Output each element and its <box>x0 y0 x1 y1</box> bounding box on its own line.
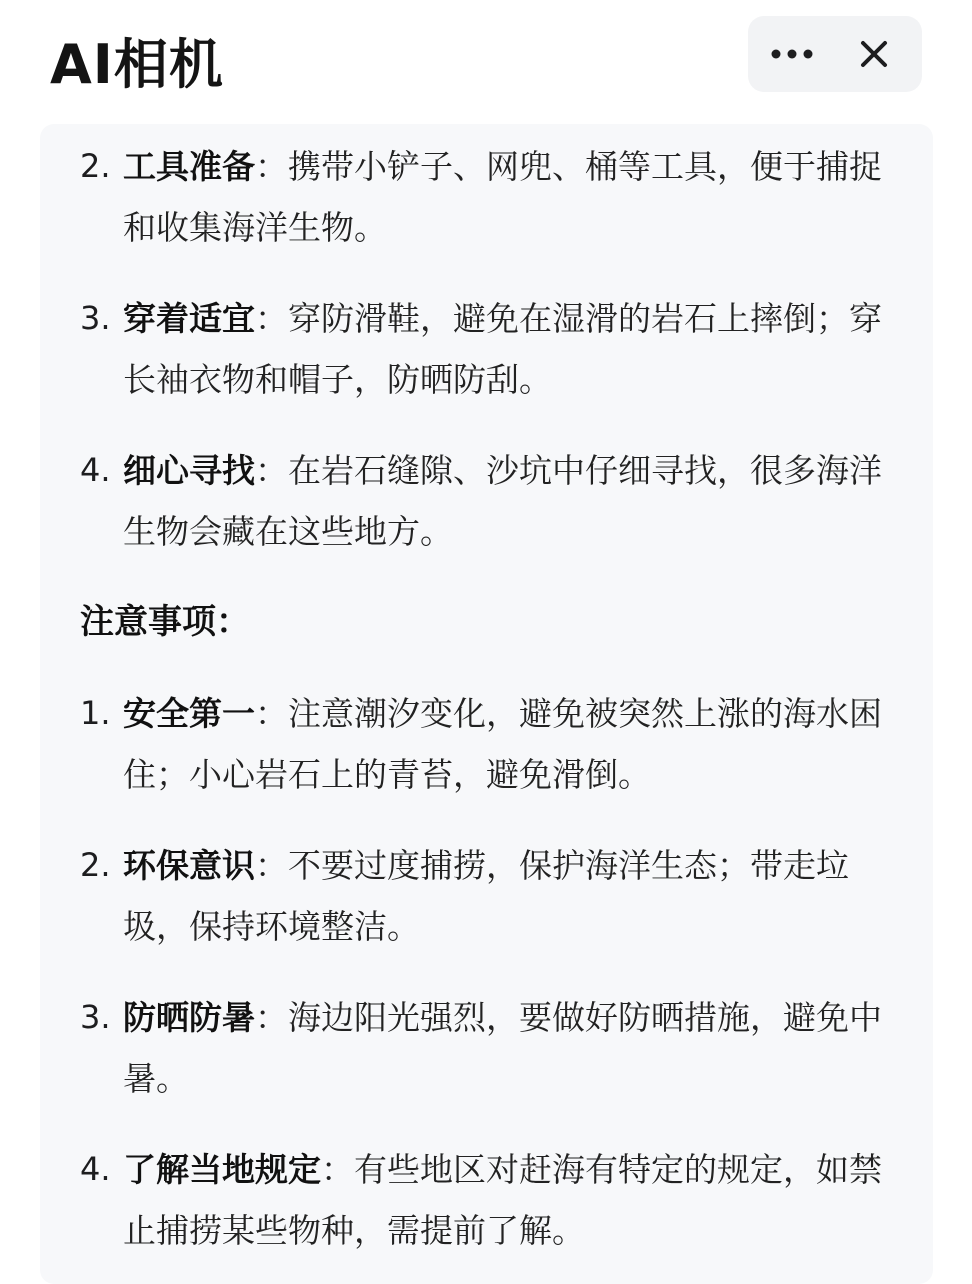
item-text <box>123 1139 900 1261</box>
item-label: 细心寻找 <box>123 451 255 490</box>
item-separator: ： <box>255 451 288 490</box>
item-label: 工具准备 <box>123 147 255 186</box>
item-text <box>123 136 900 258</box>
more-horizontal-icon[interactable] <box>770 42 814 66</box>
item-description: 携带小铲子、网兜、桶等工具，便于捕捉和收集海洋生物。 <box>123 147 882 247</box>
item-description: 有些地区对赶海有特定的规定，如禁止捕捞某些物种，需提前了解。 <box>123 1150 882 1250</box>
item-number: 1. <box>80 694 111 732</box>
item-separator: ： <box>255 694 288 733</box>
window-controls <box>748 16 922 92</box>
list-item <box>80 1139 900 1261</box>
item-number: 4. <box>80 1150 111 1188</box>
item-number: 4. <box>80 451 111 489</box>
item-label: 安全第一 <box>123 694 255 733</box>
item-separator: ： <box>255 147 288 186</box>
item-text <box>123 835 900 957</box>
item-text <box>123 288 900 410</box>
prep-list <box>80 136 900 562</box>
item-description: 穿防滑鞋，避免在湿滑的岩石上摔倒；穿长袖衣物和帽子，防晒防刮。 <box>123 299 882 399</box>
list-item <box>80 440 900 562</box>
item-separator: ： <box>255 998 288 1037</box>
item-label: 穿着适宜 <box>123 299 255 338</box>
item-separator: ： <box>255 846 288 885</box>
item-label: 了解当地规定 <box>123 1150 321 1189</box>
item-description: 注意潮汐变化，避免被突然上涨的海水困住；小心岩石上的青苔，避免滑倒。 <box>123 694 882 794</box>
list-item <box>80 835 900 957</box>
list-item <box>80 683 900 805</box>
item-number: 2. <box>80 147 111 185</box>
list-item <box>80 987 900 1109</box>
item-number: 3. <box>80 998 111 1036</box>
item-number: 3. <box>80 299 111 337</box>
item-description: 在岩石缝隙、沙坑中仔细寻找，很多海洋生物会藏在这些地方。 <box>123 451 882 551</box>
item-separator: ： <box>321 1150 354 1189</box>
item-number: 2. <box>80 846 111 884</box>
item-description: 海边阳光强烈，要做好防晒措施，避免中暑。 <box>123 998 882 1098</box>
item-separator: ： <box>255 299 288 338</box>
notes-list <box>80 683 900 1261</box>
list-item <box>80 136 900 258</box>
item-label: 环保意识 <box>123 846 255 885</box>
close-icon[interactable] <box>856 36 892 72</box>
page-title: AI相机 <box>50 33 224 96</box>
item-text <box>123 440 900 562</box>
app-header <box>0 0 972 118</box>
item-text <box>123 987 900 1109</box>
notes-heading: 注意事项： <box>80 602 250 642</box>
item-label: 防晒防暑 <box>123 998 255 1037</box>
item-text <box>123 683 900 805</box>
list-item <box>80 288 900 410</box>
item-description: 不要过度捕捞，保护海洋生态；带走垃圾，保持环境整洁。 <box>123 846 849 946</box>
